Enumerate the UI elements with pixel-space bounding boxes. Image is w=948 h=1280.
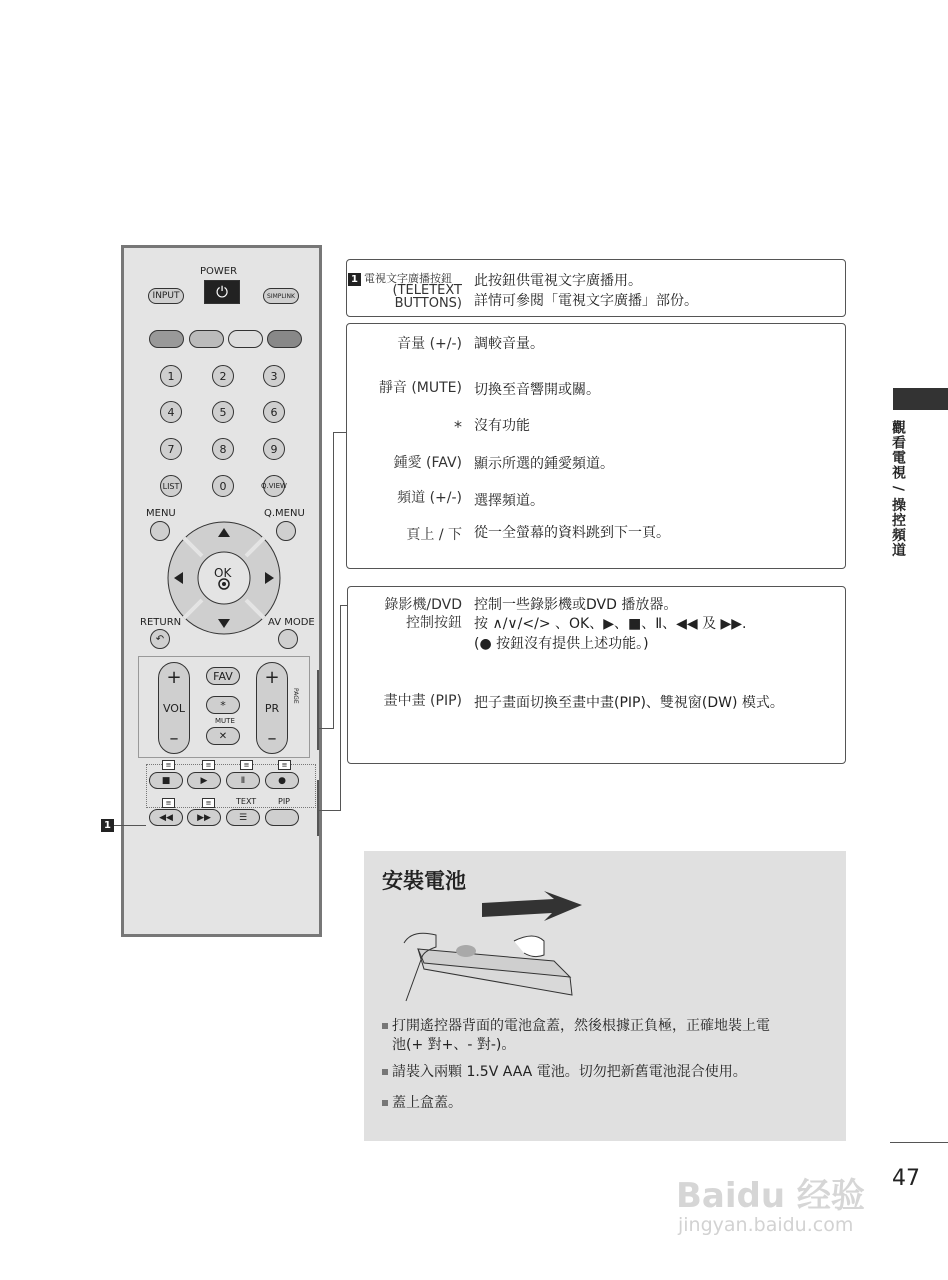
function-desc: 從一全螢幕的資料跳到下一頁。 [474,525,670,541]
pr-label: PR [264,701,280,715]
fav-button: FAV [206,667,240,685]
mute-button: ✕ [206,727,240,745]
digit-7-button: 7 [160,438,182,460]
teletext-desc-1: 此按鈕供電視文字廣播用。 [474,273,642,289]
return-button: ↶ [150,629,170,649]
ok-label: OK [214,566,232,580]
avmode-button [278,629,298,649]
list-button: LIST [160,475,182,497]
bracket-functions [333,432,334,728]
digit-9-button: 9 [263,438,285,460]
color-button-red [149,330,184,348]
battery-panel [364,851,846,1141]
battery-step-1 [382,1015,770,1035]
teletext-label-en-1: (TELETEXT [392,283,462,298]
battery-step-3-text: 蓋上盒蓋。 [392,1095,462,1111]
fastforward-button: ▶▶ [187,809,221,826]
program-rocker: + PR – [256,662,288,754]
color-button-blue [267,330,302,348]
page-number: 47 [892,1166,920,1191]
teletext-label-zh: 電視文字廣播按鈕 [364,272,452,285]
color-button-yellow [228,330,263,348]
power-button: ⏻ [204,280,240,304]
footer-rule [890,1142,948,1143]
function-desc: 顯示所選的鍾愛頻道。 [474,456,614,472]
digit-5-button: 5 [212,401,234,423]
function-desc: 切換至音響開或關。 [474,382,600,398]
page-label: PAGE [292,688,299,704]
avmode-label: AV MODE [268,617,315,628]
mute-label: MUTE [215,717,235,725]
remote-control-illustration [121,245,322,937]
marker-1: 1 [101,819,114,832]
bracket-top [333,432,347,433]
section-tab [893,388,948,410]
teletext-icon: ≡ [202,760,215,770]
battery-step-2-text: 請裝入兩顆 1.5V AAA 電池。切勿把新舊電池混合使用。 [392,1064,747,1080]
remote-side-bar [317,670,319,750]
watermark-url: jingyan.baidu.com [678,1214,854,1236]
teletext-icon: ≡ [162,760,175,770]
digit-0-button: 0 [212,475,234,497]
battery-step-1-text: 打開遙控器背面的電池盒蓋，然後根據正負極，正確地裝上電 [392,1018,770,1034]
text-label: TEXT [236,797,257,806]
qmenu-label: Q.MENU [264,508,305,519]
return-label: RETURN [140,617,182,628]
teletext-label-en-2: BUTTONS) [394,296,462,311]
vcr-desc-1: 控制一些錄影機或DVD 播放器。 [474,597,678,613]
color-button-green [189,330,224,348]
battery-step-1-cont: 池(+ 對+、- 對-)。 [392,1037,516,1053]
remote-side-bar-2 [317,780,319,836]
teletext-icon: ≡ [202,798,215,808]
battery-step-3 [382,1092,462,1112]
teletext-label-en [360,284,462,310]
teletext-icon: ≡ [240,760,253,770]
stop-button: ■ [149,772,183,789]
digit-1-button: 1 [160,365,182,387]
vcr-label-1: 錄影機/DVD [384,597,462,613]
teletext-icon: ≡ [278,760,291,770]
volume-rocker: + VOL – [158,662,190,754]
digit-4-button: 4 [160,401,182,423]
pause-button: Ⅱ [226,772,260,789]
bracket-link [318,728,334,729]
battery-title: 安裝電池 [382,869,466,893]
power-label: POWER [200,266,238,277]
function-label: 頁上 / 下 [406,527,462,543]
teletext-desc-2: 詳情可參閱「電視文字廣播」部份。 [474,293,698,309]
menu-label: MENU [146,508,176,519]
vcr-desc-3: (● 按鈕沒有提供上述功能。) [474,636,649,652]
star-button: * [206,696,240,714]
function-label: 音量 (+/-) [397,336,462,352]
qview-button: Q.VIEW [263,475,285,497]
digit-6-button: 6 [263,401,285,423]
teletext-icon: ≡ [162,798,175,808]
vol-label: VOL [162,701,186,715]
function-label: 頻道 (+/-) [397,490,462,506]
function-desc: 沒有功能 [474,418,530,434]
vcr-desc-2: 按 ∧/∨/</> 、OK、▶、■、Ⅱ、◀◀ 及 ▶▶. [474,616,747,632]
function-label: 靜音 (MUTE) [378,380,462,396]
vcr-label-2: 控制按鈕 [406,615,462,631]
play-button: ▶ [187,772,221,789]
text-button: ☰ [226,809,260,826]
battery-step-2 [382,1061,747,1081]
section-title: 觀看電視 / 操控頻道 [890,420,906,558]
pip-button [265,809,299,826]
watermark-brand: Baidu 经验 [676,1176,865,1216]
function-desc: 選擇頻道。 [474,493,544,509]
simplink-button: SIMPLINK [263,288,299,304]
marker-connector [114,825,146,826]
digit-3-button: 3 [263,365,285,387]
battery-install-illustration [394,891,584,1006]
record-button: ● [265,772,299,789]
pip-label: PIP [278,797,291,806]
function-label: * [454,417,462,436]
teletext-number: 1 [348,273,361,286]
rewind-button: ◀◀ [149,809,183,826]
function-desc: 調較音量。 [474,336,544,352]
bracket-vcr [340,605,341,810]
function-label: 鍾愛 (FAV) [393,455,462,471]
digit-2-button: 2 [212,365,234,387]
pip-function-label: 畫中畫 (PIP) [383,693,462,709]
pip-function-desc: 把子畫面切換至畫中畫(PIP)、雙視窗(DW) 模式。 [474,695,784,711]
input-button: INPUT [148,288,184,304]
digit-8-button: 8 [212,438,234,460]
bracket-vcr-link [318,810,341,811]
